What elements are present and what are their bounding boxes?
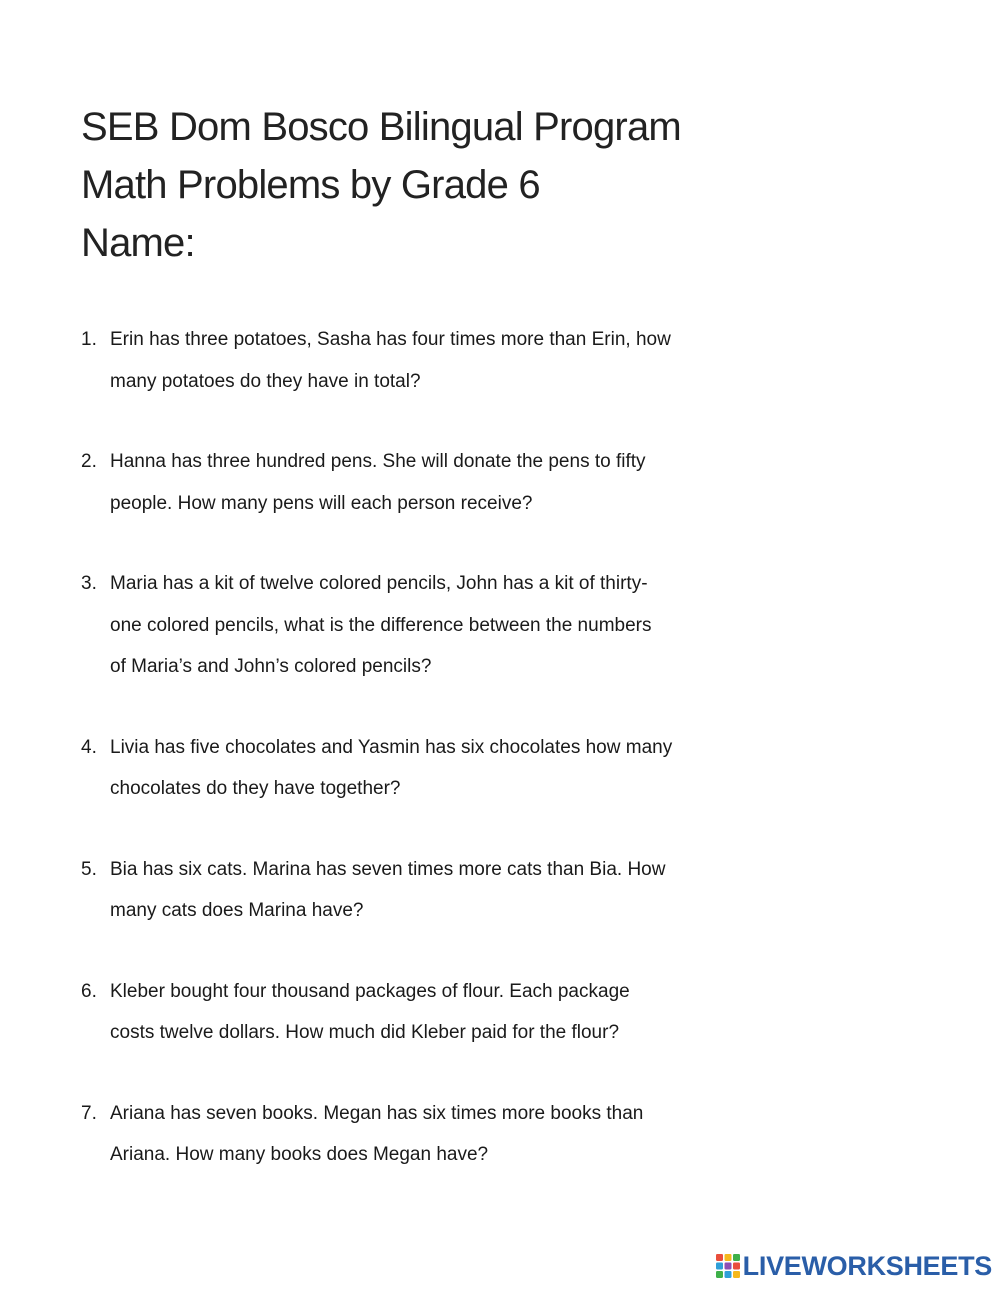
problem-text — [110, 441, 735, 524]
problem-line: many cats does Marina have? — [110, 900, 364, 921]
liveworksheets-brand[interactable] — [715, 1251, 992, 1281]
problem-text — [110, 319, 735, 402]
problem-line: Maria has a kit of twelve colored pencils, John has a kit of thirty- — [110, 573, 648, 594]
worksheet-subtitle: Math Problems by Grade 6 — [81, 163, 540, 207]
problem-line: people. How many pens will each person receive? — [110, 492, 533, 514]
problem-text — [110, 727, 735, 810]
problem-text — [110, 1093, 735, 1176]
problem-line: one colored pencils, what is the difference between the numbers — [110, 614, 652, 636]
problem-line: Hanna has three hundred pens. She will donate the pens to fifty — [110, 451, 646, 472]
problem-item — [81, 849, 781, 932]
problem-item — [81, 319, 781, 402]
problem-list — [81, 319, 781, 1215]
problem-number: 5. — [81, 858, 97, 880]
problem-item — [81, 563, 781, 688]
problem-item — [81, 441, 781, 524]
problem-line: of Maria’s and John’s colored pencils? — [110, 656, 432, 677]
problem-item — [81, 727, 781, 810]
problem-number: 4. — [81, 736, 97, 758]
liveworksheets-logo-icon — [715, 1253, 741, 1279]
problem-line: Kleber bought four thousand packages of flour. Each package — [110, 980, 630, 1002]
problem-number: 2. — [81, 451, 97, 472]
problem-line: Bia has six cats. Marina has seven times more cats than Bia. How — [110, 858, 666, 880]
problem-number: 1. — [81, 329, 97, 350]
problem-line: Erin has three potatoes, Sasha has four times more than Erin, how — [110, 329, 671, 350]
problem-text — [110, 563, 735, 688]
problem-line: many potatoes do they have in total? — [110, 370, 421, 392]
problem-text — [110, 849, 735, 932]
problem-item — [81, 971, 781, 1054]
problem-line: Ariana. How many books does Megan have? — [110, 1144, 489, 1165]
school-title: SEB Dom Bosco Bilingual Program — [81, 105, 681, 149]
problem-number: 6. — [81, 980, 97, 1002]
problem-text — [110, 971, 735, 1054]
problem-number: 3. — [81, 573, 97, 594]
worksheet-header — [81, 98, 881, 272]
problem-number: 7. — [81, 1102, 97, 1124]
problem-line: costs twelve dollars. How much did Kleber paid for the flour? — [110, 1022, 620, 1043]
problem-item — [81, 1093, 781, 1176]
problem-line: chocolates do they have together? — [110, 778, 401, 799]
problem-line: Ariana has seven books. Megan has six times more books than — [110, 1102, 644, 1124]
problem-line: Livia has five chocolates and Yasmin has six chocolates how many — [110, 736, 673, 758]
brand-wordmark: LIVEWORKSHEETS — [742, 1251, 992, 1281]
name-label: Name: — [81, 221, 195, 265]
